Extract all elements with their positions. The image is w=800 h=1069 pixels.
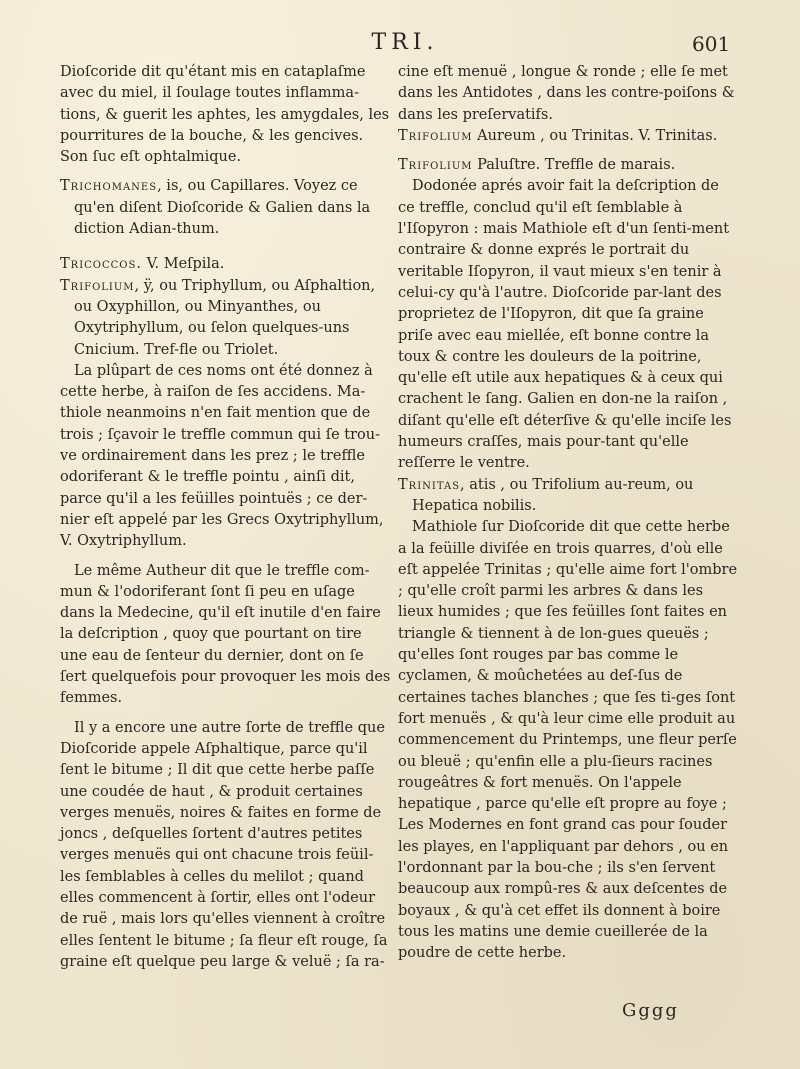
paragraph: Mathiole ſur Dioſcoride dit que cette herbe a la feüille diviſée en trois quarres, d'où elle eſt appelée Trinitas ; qu'elle aime fort l'ombre ; qu'elle croît parmi les arbres & dans les lieux humides ; que ſes feüilles ſont faites en triangle & tiennent à de lon-gues queuës ; qu'elles ſont rouges par bas comme le cyclamen, & moûchetées au deſ-ſus de certaines taches blanches ; que ſes ti-ges ſont fort menuës , & qu'à leur cime elle produit au commencement du Printemps, une fleur perſe ou bleuë ; qu'enfin elle a plu-ſieurs racines rougeâtres & fort menuës. On l'appele hepatique , parce qu'elle eſt propre au foye ; Les Modernes en font grand cas pour ſouder les playes, en l'appliquant par dehors , ou en l'ordonnant par la bou-che ; ils s'en ſervent beaucoup aux rompû-res & aux deſcentes de boyaux , & qu'à cet effet ils donnent à boire tous les matins une demie cueillerée de la poudre de cette herbe. — [398, 519, 738, 962]
paragraph: Le même Autheur dit que le treffle com-mun & l'odoriferant ſont ſi peu en uſage dans la Medecine, qu'il eſt inutile d'en faire la deſcription , quoy que pourtant on tire une eau de ſenteur du dernier, dont on ſe ſert quelquefois pour provoquer les mois des femmes. — [60, 562, 391, 707]
entry-text: Paluſtre. Treffle de marais. — [472, 157, 676, 174]
dictionary-entry — [398, 475, 740, 518]
paragraph: La plûpart de ces noms ont été donnez à cette herbe, à raiſon de ſes accidens. Ma-thiole neanmoins n'en fait mention que de trois ; ſçavoir le treffle commun qui ſe trou-ve ordinairement dans les prez ; le treffle odoriferant & le treffle pointu , ainſi dit, parce qu'il a les feüilles pointuës ; ce der-nier eſt appelé par les Grecs Oxytriphyllum, V. Oxytriphyllum. — [60, 362, 384, 550]
dictionary-entry — [398, 126, 740, 147]
catchword: Gggg — [622, 1000, 679, 1021]
left-column — [60, 62, 392, 973]
entry-headword: Trinitas — [398, 476, 461, 493]
right-column — [398, 62, 740, 964]
paragraph: Dodonée aprés avoir fait la deſcription de ce treffle, conclud qu'il eſt ſemblable à l'Iſopyron : mais Mathiole eſt d'un ſenti-ment contraire & donne exprés le portrait du veritable Iſopyron, il vaut mieux s'en tenir à celui-cy qu'à l'autre. Dioſcoride par-lant des proprietez de l'Iſopyron, dit que ſa graine priſe avec eau miellée, eſt bonne contre la toux & contre les douleurs de la poitrine, qu'elle eſt utile aux hepatiques & à ceux qui crachent le ſang. Galien en don-ne la raiſon , diſant qu'elle eſt déterſive & qu'elle inciſe les humeurs craſſes, mais pour-tant qu'elle reſſerre le ventre. — [398, 178, 732, 472]
entry-headword: Trichomanes — [60, 178, 158, 195]
entry-text: , ÿ, ou Triphyllum, ou Aſphaltion, ou Oxyphillon, ou Minyanthes, ou Oxytriphyllum, ou ſelon quelques-uns Cnicium. Tref-fle ou Triolet. — [74, 277, 376, 358]
entry-text: V. Meſpila. — [141, 256, 225, 273]
entry-text: Aureum , ou Trinitas. V. Trinitas. — [472, 127, 718, 144]
dictionary-entry — [398, 155, 740, 176]
dictionary-entry — [60, 254, 392, 275]
paragraph: cine eſt menuë , longue & ronde ; elle ſe met dans les Antidotes , dans les contre-poiſons & dans les preſervatifs. — [398, 64, 735, 123]
entry-text: , atis , ou Trifolium au-reum, ou Hepatica nobilis. — [412, 476, 694, 514]
paragraph: Il y a encore une autre ſorte de treffle que Dioſcoride appele Aſphaltique, parce qu'il ſent le bitume ; Il dit que cette herbe paſſe une coudée de haut , & produit certaines verges menuës, noires & faites en forme de joncs , deſquelles ſortent d'autres petites verges menuës qui ont chacune trois feüil-les ſemblables à celles du melilot ; quand elles commencent à ſortir, elles ont l'odeur de ruë , mais lors qu'elles viennent à croître elles ſentent le bitume ; ſa fleur eſt rouge, ſa graine eſt quelque peu large & veluë ; ſa ra- — [60, 719, 388, 970]
entry-headword: Trifolium — [60, 277, 135, 294]
entry-headword: Trifolium — [398, 157, 473, 174]
running-head: TRI. — [371, 30, 439, 55]
page-number: 601 — [692, 32, 731, 56]
entry-text: , is, ou Capillares. Voyez ce qu'en diſent Dioſcoride & Galien dans la diction Adian-thum. — [74, 178, 371, 238]
dictionary-entry — [60, 176, 392, 240]
entry-headword: Trifolium — [398, 127, 473, 144]
entry-headword: Tricoccos. — [60, 256, 142, 273]
paragraph: Dioſcoride dit qu'étant mis en cataplaſme avec du miel, il ſoulage toutes inflamma-tions, & guerit les aphtes, les amygdales, les pourritures de la bouche, & les gencives. Son ſuc eſt ophtalmique. — [60, 64, 390, 166]
dictionary-entry — [60, 276, 392, 361]
